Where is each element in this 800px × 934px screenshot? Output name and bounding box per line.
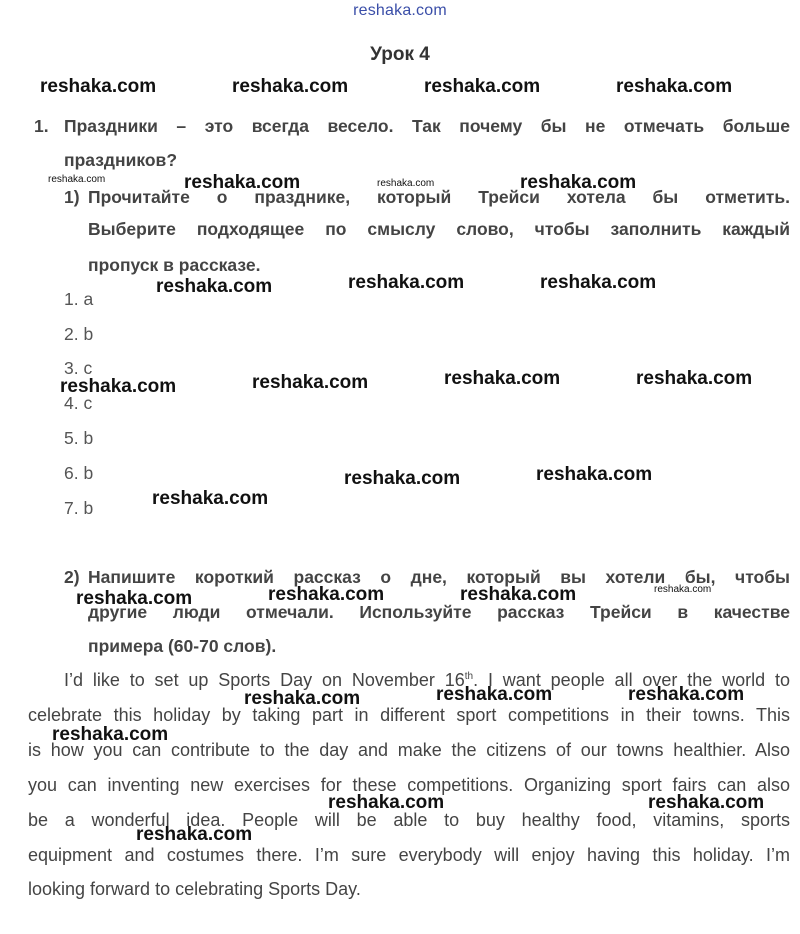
lesson-title: Урок 4 bbox=[370, 44, 430, 65]
watermark: reshaka.com bbox=[232, 76, 349, 97]
answer-item: 4. c bbox=[64, 393, 93, 413]
answer-item: 1. a bbox=[64, 289, 94, 309]
watermark: reshaka.com bbox=[184, 172, 301, 193]
story-line-3: is how you can contribute to the day and make the citizens of our towns healthier. Also bbox=[28, 740, 790, 760]
watermark: reshaka.com bbox=[616, 76, 733, 97]
watermark: reshaka.com bbox=[424, 76, 541, 97]
watermark: reshaka.com bbox=[648, 792, 765, 813]
task-1-number: 1) bbox=[64, 187, 80, 207]
answer-item: 7. b bbox=[64, 498, 94, 518]
story-line-7: looking forward to celebrating Sports Day. bbox=[28, 879, 361, 899]
watermark: reshaka.com bbox=[348, 272, 465, 293]
story-line-2: celebrate this holiday by taking part in different sport competitions in their towns. This bbox=[28, 705, 790, 725]
watermark-small: reshaka.com bbox=[48, 174, 106, 185]
watermark: reshaka.com bbox=[152, 488, 269, 509]
watermark: reshaka.com bbox=[460, 584, 577, 605]
answer-item: 3. c bbox=[64, 358, 93, 378]
task-2-line-3: примера (60-70 слов). bbox=[88, 636, 277, 656]
watermark: reshaka.com bbox=[76, 588, 193, 609]
watermark: reshaka.com bbox=[52, 724, 169, 745]
story-line-6: equipment and costumes there. I’m sure everybody will enjoy having this holiday. I’m bbox=[28, 845, 790, 865]
watermark: reshaka.com bbox=[628, 684, 745, 705]
watermark: reshaka.com bbox=[252, 372, 369, 393]
task-2-line-2: другие люди отмечали. Используйте рассказ Трейси в качестве bbox=[88, 602, 790, 622]
story-line-5: be a wonderful idea. People will be able to buy healthy food, vitamins, sports bbox=[28, 810, 790, 830]
watermark-small: reshaka.com bbox=[654, 584, 712, 595]
watermark: reshaka.com bbox=[436, 684, 553, 705]
task-1-line-3: пропуск в рассказе. bbox=[88, 255, 261, 275]
exercise-number: 1. bbox=[34, 116, 49, 136]
story-line-4: you can inventing new exercises for these competitions. Organizing sport fairs can also bbox=[28, 775, 790, 795]
watermark-small: reshaka.com bbox=[377, 178, 435, 189]
watermark: reshaka.com bbox=[520, 172, 637, 193]
task-2-line-1: Напишите короткий рассказ о дне, который вы хотели бы, чтобы bbox=[88, 567, 790, 587]
watermark: reshaka.com bbox=[136, 824, 253, 845]
answer-item: 6. b bbox=[64, 463, 94, 483]
answer-item: 5. b bbox=[64, 428, 94, 448]
exercise-title-line-1: Праздники – это всегда весело. Так почему бы не отмечать больше bbox=[64, 116, 790, 136]
watermark: reshaka.com bbox=[636, 368, 753, 389]
watermark: reshaka.com bbox=[40, 76, 157, 97]
watermark: reshaka.com bbox=[328, 792, 445, 813]
task-1-line-1: Прочитайте о празднике, который Трейси хотела бы отметить. bbox=[88, 187, 790, 207]
answer-item: 2. b bbox=[64, 324, 94, 344]
watermark: reshaka.com bbox=[344, 468, 461, 489]
watermark: reshaka.com bbox=[60, 376, 177, 397]
watermark: reshaka.com bbox=[156, 276, 273, 297]
exercise-title-line-2: праздников? bbox=[64, 150, 178, 170]
watermark: reshaka.com bbox=[536, 464, 653, 485]
watermark: reshaka.com bbox=[268, 584, 385, 605]
site-link-top[interactable]: reshaka.com bbox=[353, 2, 447, 19]
watermark: reshaka.com bbox=[540, 272, 657, 293]
task-2-number: 2) bbox=[64, 567, 80, 587]
watermark: reshaka.com bbox=[244, 688, 361, 709]
watermark: reshaka.com bbox=[444, 368, 561, 389]
story-line-1: I’d like to set up Sports Day on November 16th. I want people all over the world to bbox=[64, 670, 791, 690]
task-1-line-2: Выберите подходящее по смыслу слово, чтобы заполнить каждый bbox=[88, 219, 790, 239]
